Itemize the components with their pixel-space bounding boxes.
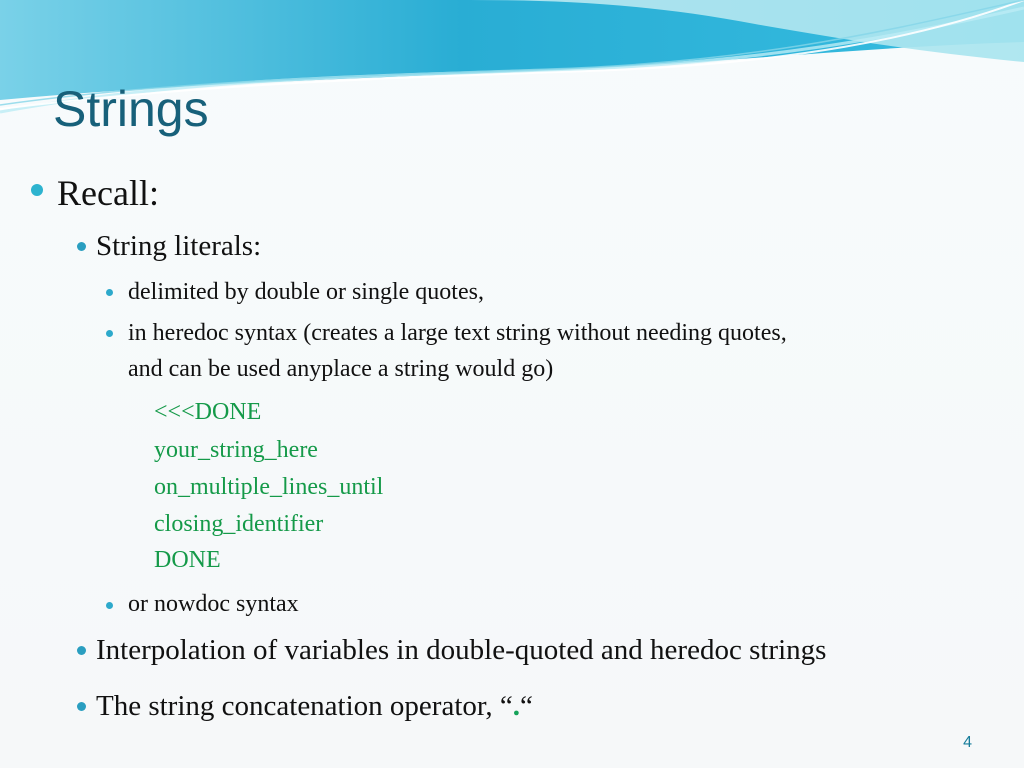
bullet-level3-heredoc: [106, 330, 113, 337]
code-line-1: <<<DONE: [154, 399, 262, 425]
code-line-5: DONE: [154, 547, 221, 573]
concat-operator: .: [512, 690, 520, 722]
bullet-heredoc-line1: in heredoc syntax (creates a large text string without needing quotes,: [128, 320, 787, 346]
bullet-level2-interpolation: [77, 646, 86, 655]
concat-prefix: The string concatenation operator, “: [96, 690, 513, 722]
bullet-recall-text: Recall:: [57, 173, 159, 213]
code-line-3: on_multiple_lines_until: [154, 474, 384, 500]
bullet-level3-delimited: [106, 289, 113, 296]
bullet-level2-string-literals: [77, 242, 86, 251]
bullet-level3-nowdoc: [106, 602, 113, 609]
bullet-string-literals-text: String literals:: [96, 230, 262, 262]
code-line-2: your_string_here: [154, 437, 318, 463]
slide-number: 4: [963, 734, 972, 751]
bullet-level2-concatenation: [77, 702, 86, 711]
code-line-4: closing_identifier: [154, 511, 324, 537]
concat-suffix: “: [520, 690, 533, 722]
bullet-nowdoc-text: or nowdoc syntax: [128, 591, 299, 617]
slide-title: Strings: [53, 81, 209, 137]
bullet-heredoc-line2: and can be used anyplace a string would go): [128, 356, 554, 382]
bullet-level1-recall: [31, 184, 43, 196]
bullet-delimited-text: delimited by double or single quotes,: [128, 279, 484, 305]
bullet-interpolation-text: Interpolation of variables in double-quoted and heredoc strings: [96, 634, 827, 666]
bullet-concatenation-text: [96, 692, 533, 721]
